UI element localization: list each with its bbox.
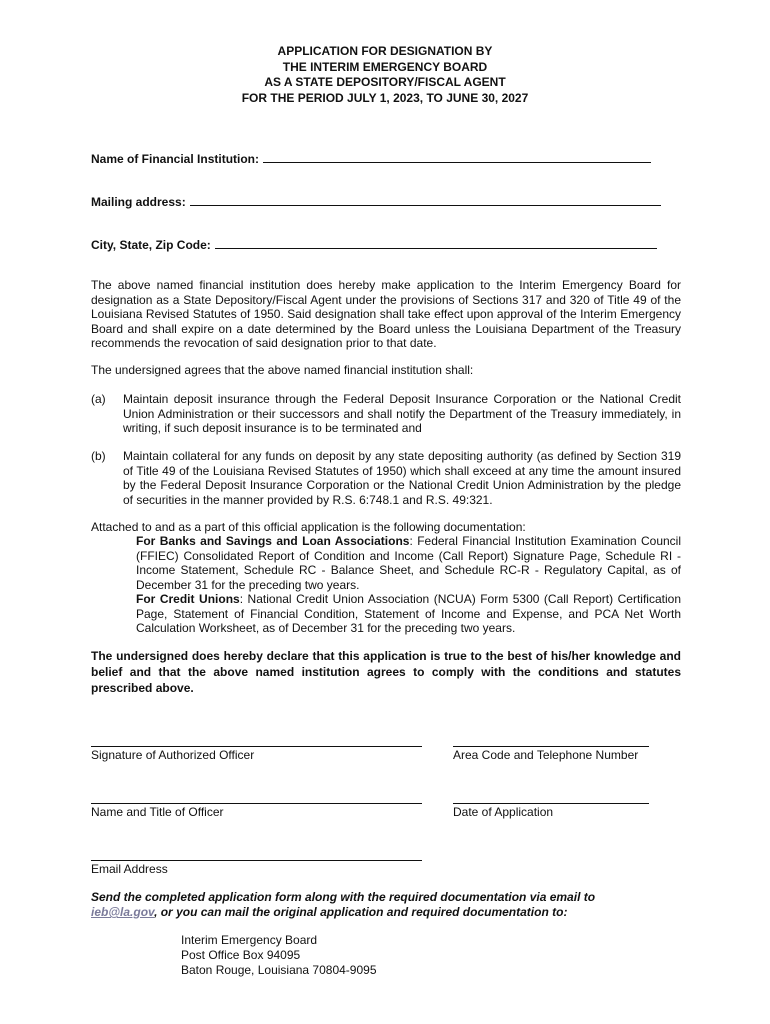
institution-field (91, 150, 651, 166)
banks-heading: For Banks and Savings and Loan Associations (136, 534, 410, 548)
banks-text: : Federal Financial Institution Examination Council (FFIEC) Consolidated Report of Condition and Income (Call Report) Signature Page, Schedule RI - Income Statement, Schedule RC - Balance Sheet, and Schedule RC-R - Regulatory Capital, as of December 31 for the preceding two years. (136, 534, 681, 592)
date-label: Date of Application (453, 805, 554, 819)
send-line-1: Send the completed application form along with the required documentation via email to (91, 890, 596, 904)
attached-paragraph: Attached to and as a part of this official application is the following documentation: (91, 520, 526, 534)
address-line-1: Interim Emergency Board (181, 933, 318, 947)
agrees-paragraph: The undersigned agrees that the above named financial institution shall: (91, 363, 474, 377)
address-line-2: Post Office Box 94095 (181, 948, 301, 962)
item-b-label: (b) (91, 449, 106, 463)
city-field (91, 236, 657, 252)
title-line-2: THE INTERIM EMERGENCY BOARD (282, 59, 488, 74)
signature-label: Signature of Authorized Officer (91, 748, 255, 762)
address-line-3: Baton Rouge, Louisiana 70804-9095 (181, 963, 377, 977)
intro-paragraph: The above named financial institution does hereby make application to the Interim Emergency Board for designation as a State Depository/Fiscal Agent under the provisions of Sections 317 and 320 of Title 49 of the Louisiana Revised Statutes of 1950. Said designation shall take effect upon approval of the Interim Emergency Board and shall expire on a date determined by the Board unless the Louisiana Department of the Treasury recommends the revocation of said designation prior to that date. (91, 278, 681, 351)
credit-unions-heading: For Credit Unions (136, 592, 240, 606)
document-title (0, 44, 770, 106)
city-label: City, State, Zip Code: (91, 238, 211, 252)
phone-line[interactable] (453, 746, 649, 747)
phone-label: Area Code and Telephone Number (453, 748, 639, 762)
banks-paragraph (136, 534, 681, 592)
item-a-text: Maintain deposit insurance through the Federal Deposit Insurance Corporation or the National Credit Union Administration or their successors and shall notify the Department of the Treasury immediately, in writing, if such deposit insurance is to be terminated and (123, 392, 681, 436)
email-link[interactable]: ieb@la.gov (91, 905, 155, 919)
mailing-field (91, 193, 661, 209)
city-input-line[interactable] (215, 236, 657, 249)
credit-unions-paragraph (136, 592, 681, 636)
send-line-2 (91, 905, 691, 920)
name-title-line[interactable] (91, 803, 422, 804)
mailing-input-line[interactable] (190, 193, 661, 206)
send-line-2-text: , or you can mail the original application and required documentation to: (154, 905, 568, 919)
title-line-4: FOR THE PERIOD JULY 1, 2023, TO JUNE 30, 2027 (241, 90, 529, 105)
declaration-paragraph: The undersigned does hereby declare that this application is true to the best of his/her knowledge and belief and that the above named institution agrees to comply with the conditions and statutes prescribed above. (91, 649, 681, 695)
date-line[interactable] (453, 803, 649, 804)
title-line-1: APPLICATION FOR DESIGNATION BY (277, 44, 493, 58)
email-line[interactable] (91, 860, 422, 861)
title-line-3: AS A STATE DEPOSITORY/FISCAL AGENT (264, 75, 506, 89)
institution-label: Name of Financial Institution: (91, 152, 260, 166)
signature-line[interactable] (91, 746, 422, 747)
list-item-a (91, 392, 681, 437)
item-a-label: (a) (91, 392, 106, 406)
email-label: Email Address (91, 862, 168, 876)
name-title-label: Name and Title of Officer (91, 805, 224, 819)
list-item-b (91, 449, 681, 509)
institution-input-line[interactable] (263, 150, 651, 163)
send-instructions (91, 890, 691, 920)
item-b-text: Maintain collateral for any funds on deposit by any state depositing authority (as defined by Section 319 of Title 49 of the Louisiana Revised Statutes of 1950) which shall exceed at any time the amount insured by the Federal Deposit Insurance Corporation or the National Credit Union Administration by the pledge of securities in the manner provided by R.S. 6:748.1 and R.S. 49:321. (123, 449, 681, 507)
mailing-address-block (181, 933, 377, 978)
mailing-label: Mailing address: (91, 195, 186, 209)
credit-unions-text: : National Credit Union Association (NCUA) Form 5300 (Call Report) Certification Page, Statement of Financial Condition, Statement of Income and Expense, and PCA Net Worth Calculation Worksheet, as of December 31 for the preceding two years. (136, 592, 681, 636)
